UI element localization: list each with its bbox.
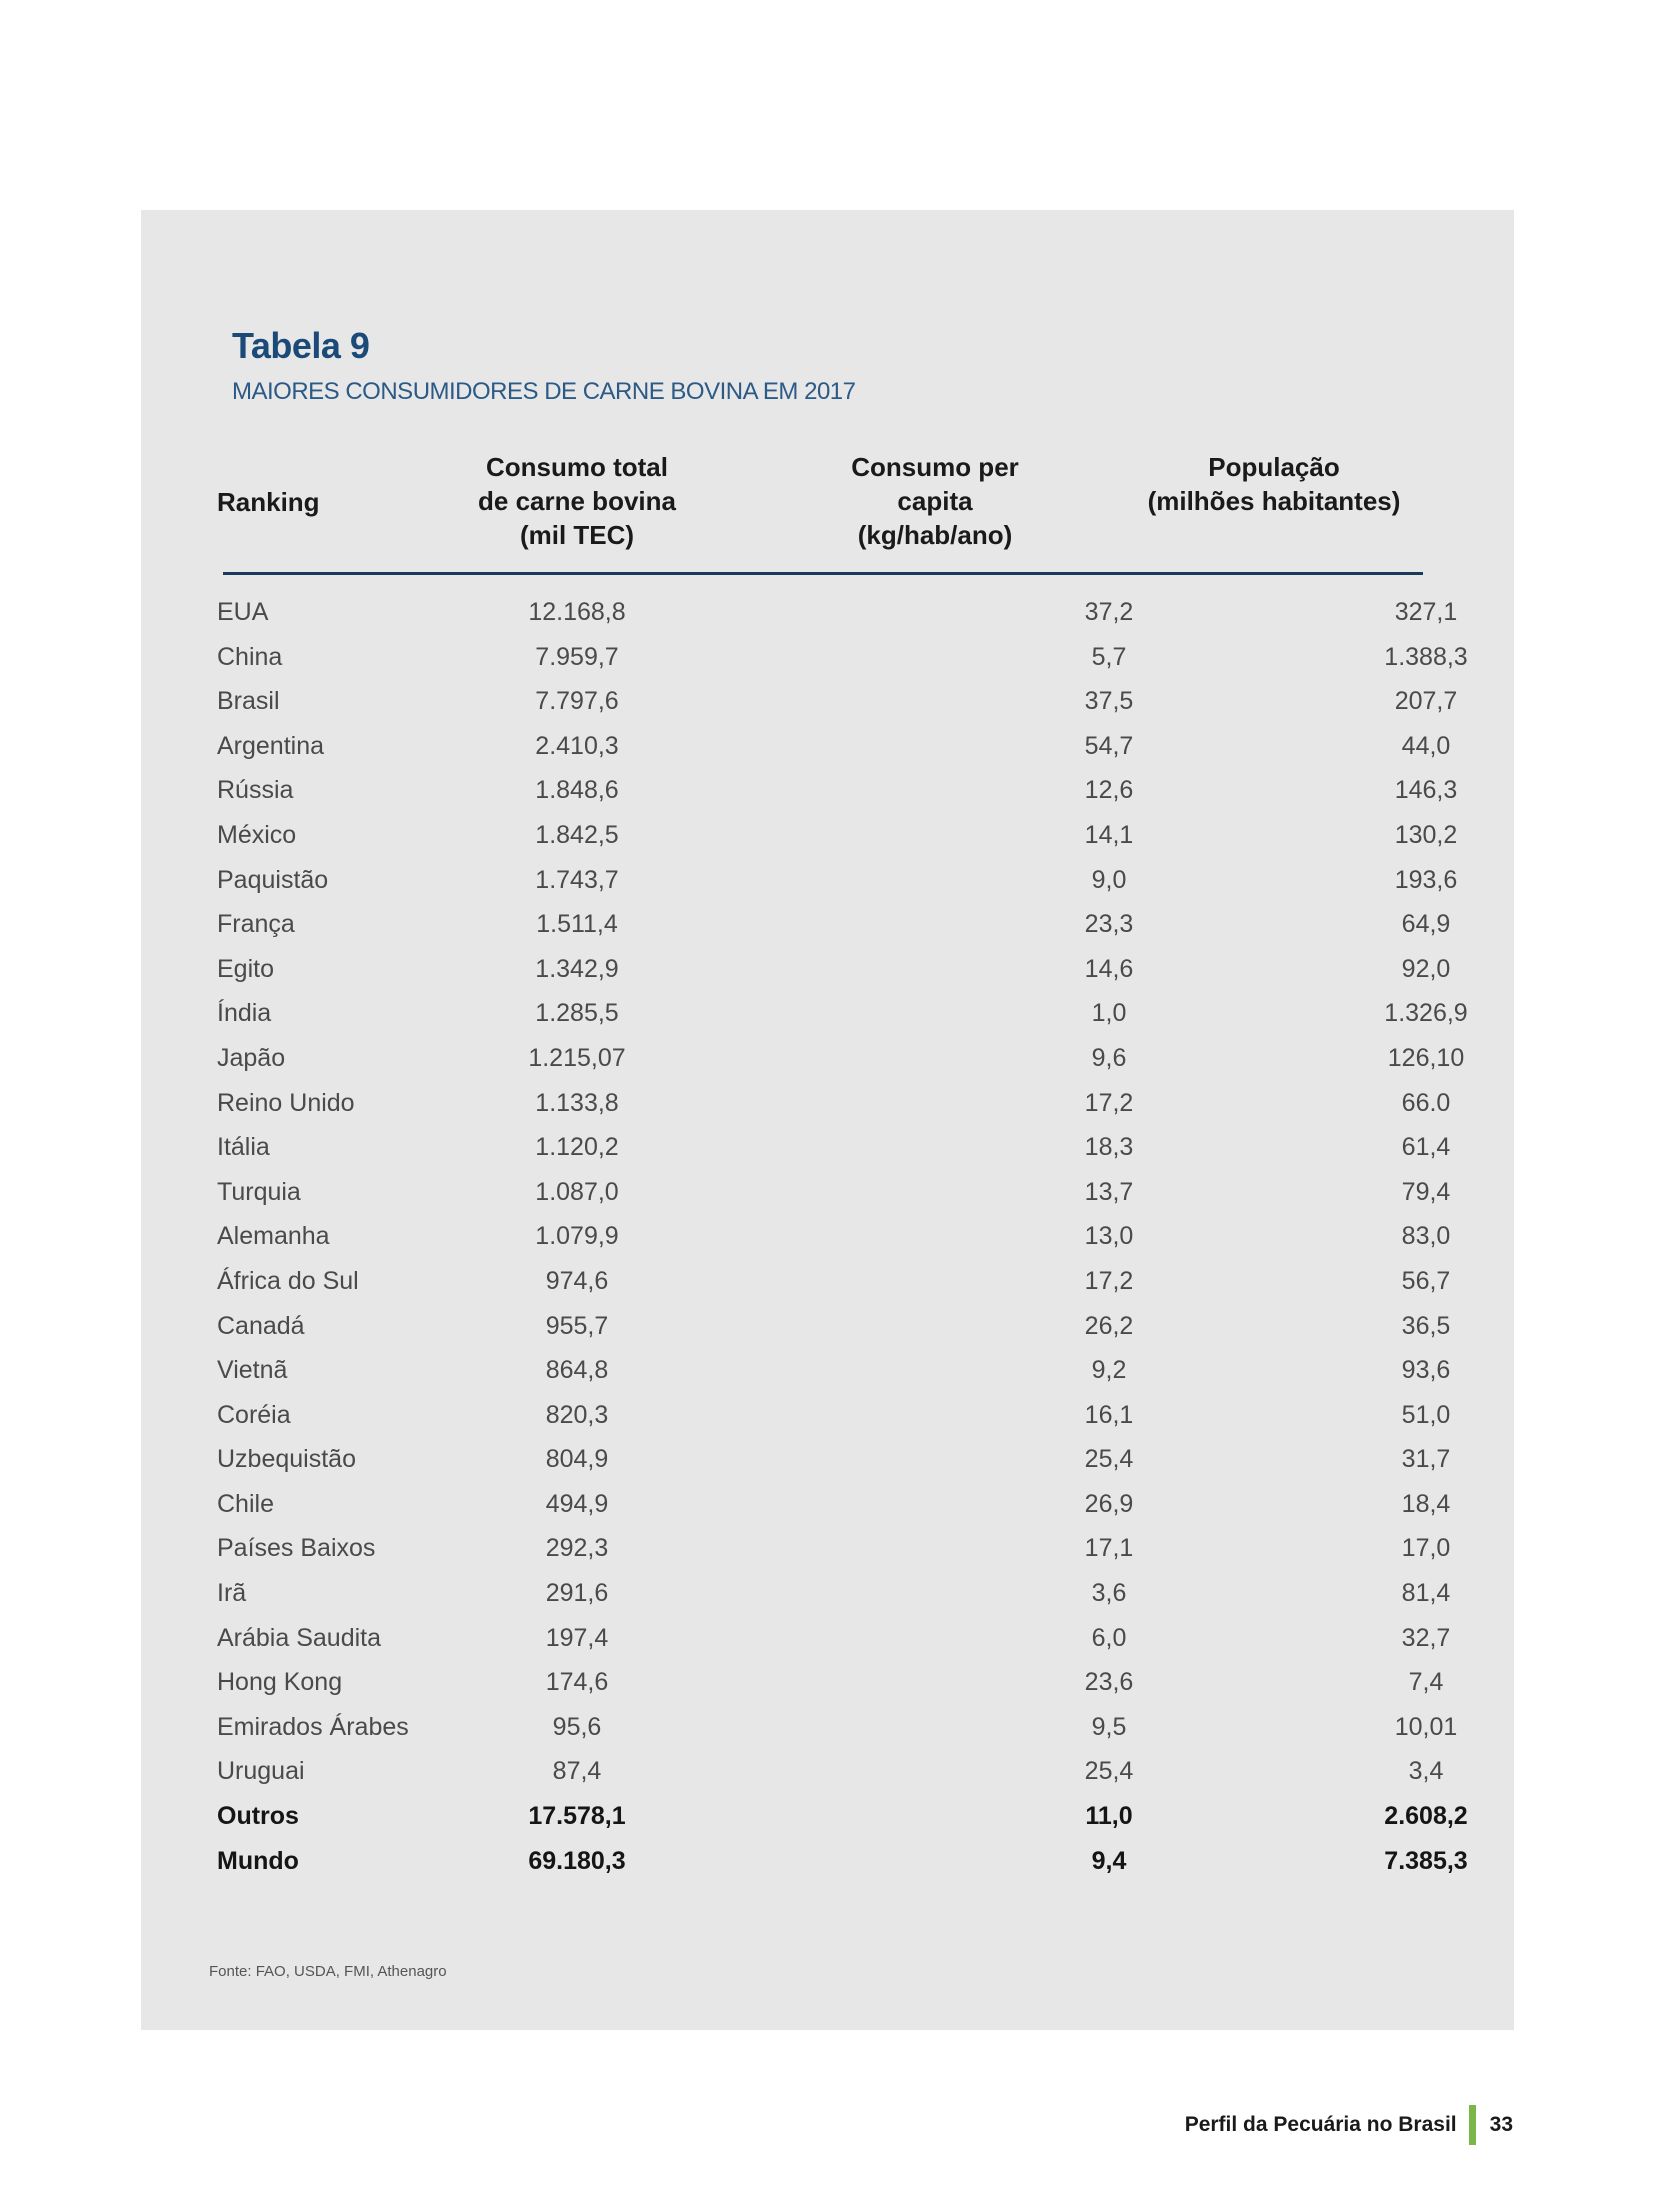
table-row [217,902,1467,947]
cell-per-capita: 54,7 [1084,731,1134,760]
table-row [217,1259,1467,1304]
cell-country: Japão [217,1043,286,1072]
cell-population: 7,4 [1408,1668,1444,1697]
cell-population: 18,4 [1401,1489,1451,1518]
header-population: População (milhões habitantes) [1147,452,1401,516]
cell-population: 126,10 [1387,1043,1465,1072]
cell-population: 146,3 [1394,776,1458,805]
cell-total-consumption: 174,6 [545,1668,609,1697]
cell-country: Egito [217,954,274,983]
cell-population: 66.0 [1401,1088,1451,1117]
cell-country: Turquia [217,1177,301,1206]
cell-country: Emirados Árabes [217,1712,409,1741]
cell-total-consumption: 955,7 [545,1311,609,1340]
cell-country: Mundo [217,1846,299,1875]
table-header [217,450,1417,570]
cell-per-capita: 18,3 [1084,1133,1134,1162]
cell-per-capita: 16,1 [1084,1400,1134,1429]
cell-country: Chile [217,1489,274,1518]
table-row [217,858,1467,903]
table-row [217,768,1467,813]
table-row [217,1393,1467,1438]
cell-per-capita: 17,1 [1084,1534,1134,1563]
cell-per-capita: 3,6 [1091,1579,1127,1608]
table-row [217,724,1467,769]
cell-population: 130,2 [1394,820,1458,849]
cell-total-consumption: 17.578,1 [528,1802,626,1831]
cell-country: Coréia [217,1400,291,1429]
table-panel [141,210,1514,2030]
cell-total-consumption: 864,8 [545,1356,609,1385]
table-row [217,1571,1467,1616]
cell-per-capita: 9,0 [1091,865,1127,894]
cell-total-consumption: 7.797,6 [535,687,619,716]
cell-per-capita: 9,6 [1091,1043,1127,1072]
page-number: 33 [1489,2113,1513,2136]
cell-per-capita: 37,2 [1084,598,1134,626]
cell-country: Itália [217,1133,270,1162]
cell-population: 79,4 [1401,1177,1451,1206]
cell-per-capita: 14,1 [1084,820,1134,849]
cell-population: 193,6 [1394,865,1458,894]
cell-total-consumption: 12.168,8 [528,598,626,626]
cell-total-consumption: 95,6 [552,1712,602,1741]
cell-country: Argentina [217,731,325,760]
cell-total-consumption: 1.511,4 [536,910,618,939]
cell-country: China [217,642,283,671]
cell-population: 17,0 [1401,1534,1451,1563]
cell-population: 207,7 [1394,687,1458,716]
cell-population: 83,0 [1401,1222,1451,1251]
cell-per-capita: 12,6 [1084,776,1134,805]
table-row [217,1125,1467,1170]
table-row [217,1348,1467,1393]
cell-total-consumption: 1.087,0 [535,1177,619,1206]
table-row [217,590,1467,635]
table-row [217,1526,1467,1571]
cell-country: Hong Kong [217,1668,343,1697]
cell-population: 56,7 [1401,1266,1451,1295]
cell-country: Arábia Saudita [217,1623,382,1652]
cell-per-capita: 9,4 [1091,1846,1127,1875]
cell-country: EUA [217,598,269,626]
table-row [217,1839,1467,1884]
table-row [217,991,1467,1036]
table-row [217,679,1467,724]
cell-population: 61,4 [1401,1133,1451,1162]
cell-country: Alemanha [217,1222,330,1251]
publication-title: Perfil da Pecuária no Brasil [1184,2113,1457,2136]
cell-total-consumption: 494,9 [545,1489,609,1518]
cell-total-consumption: 804,9 [545,1445,609,1474]
cell-total-consumption: 1.848,6 [535,776,619,805]
cell-per-capita: 9,2 [1091,1356,1127,1385]
cell-population: 81,4 [1401,1579,1451,1608]
table-row [217,813,1467,858]
cell-total-consumption: 1.133,8 [535,1088,619,1117]
cell-per-capita: 37,5 [1084,687,1134,716]
cell-total-consumption: 974,6 [545,1266,609,1295]
cell-total-consumption: 1.215,07 [528,1043,626,1072]
cell-total-consumption: 1.342,9 [535,954,619,983]
footer-accent-bar [1469,2105,1476,2145]
cell-population: 32,7 [1401,1623,1451,1652]
table-row [217,947,1467,992]
cell-per-capita: 13,7 [1084,1177,1134,1206]
cell-total-consumption: 87,4 [552,1757,602,1786]
table-row [217,1705,1467,1750]
header-total-consumption: Consumo total de carne bovina (mil TEC) [478,452,676,550]
table-row [217,1036,1467,1081]
cell-country: Vietnã [217,1356,288,1385]
cell-per-capita: 23,3 [1084,910,1134,939]
cell-population: 64,9 [1401,910,1451,939]
cell-population: 2.608,2 [1384,1802,1468,1831]
cell-total-consumption: 1.079,9 [535,1222,619,1251]
cell-country: México [217,820,297,849]
table-row [217,635,1467,680]
cell-per-capita: 23,6 [1084,1668,1134,1697]
table-subtitle: MAIORES CONSUMIDORES DE CARNE BOVINA EM 2017 [232,378,856,405]
cell-population: 7.385,3 [1384,1846,1468,1875]
cell-per-capita: 25,4 [1084,1445,1134,1474]
table-row [217,1482,1467,1527]
cell-per-capita: 25,4 [1084,1757,1134,1786]
cell-total-consumption: 69.180,3 [528,1846,626,1875]
cell-per-capita: 26,2 [1084,1311,1134,1340]
cell-country: África do Sul [217,1266,359,1295]
cell-per-capita: 17,2 [1084,1088,1134,1117]
cell-per-capita: 14,6 [1084,954,1134,983]
cell-country: França [217,910,295,939]
table-row [217,1749,1467,1794]
page-footer [1185,2105,1513,2145]
table-row [217,1170,1467,1215]
cell-per-capita: 5,7 [1091,642,1127,671]
table-row [217,1437,1467,1482]
cell-total-consumption: 1.285,5 [535,999,619,1028]
cell-per-capita: 26,9 [1084,1489,1134,1518]
cell-population: 3,4 [1408,1757,1444,1786]
cell-country: Canadá [217,1311,305,1340]
cell-population: 31,7 [1401,1445,1451,1474]
cell-total-consumption: 1.743,7 [535,865,619,894]
cell-country: Outros [217,1802,299,1831]
cell-total-consumption: 1.842,5 [535,820,619,849]
cell-per-capita: 1,0 [1091,999,1127,1028]
cell-per-capita: 13,0 [1084,1222,1134,1251]
cell-country: Irã [217,1579,247,1608]
cell-population: 44,0 [1401,731,1451,760]
cell-country: Rússia [217,776,294,805]
table-title: Tabela 9 [232,325,370,366]
cell-population: 93,6 [1401,1356,1451,1385]
table-row [217,1081,1467,1126]
header-divider [223,572,1423,575]
cell-total-consumption: 292,3 [545,1534,609,1563]
cell-population: 1.388,3 [1384,642,1468,671]
cell-per-capita: 9,5 [1091,1712,1127,1741]
cell-population: 1.326,9 [1384,999,1468,1028]
table-row [217,1304,1467,1349]
cell-country: Uruguai [217,1757,305,1786]
table-row [217,1794,1467,1839]
cell-total-consumption: 7.959,7 [535,642,619,671]
cell-country: Reino Unido [217,1088,355,1117]
cell-country: Paquistão [217,865,329,894]
cell-total-consumption: 2.410,3 [535,731,619,760]
cell-per-capita: 17,2 [1084,1266,1134,1295]
cell-per-capita: 11,0 [1085,1802,1133,1831]
cell-total-consumption: 820,3 [545,1400,609,1429]
cell-country: Países Baixos [217,1534,376,1563]
cell-population: 51,0 [1401,1400,1451,1429]
header-ranking: Ranking [217,487,320,517]
cell-total-consumption: 1.120,2 [535,1133,619,1162]
cell-total-consumption: 197,4 [545,1623,609,1652]
cell-country: Brasil [217,687,280,716]
table-row [217,1616,1467,1661]
table-row [217,1214,1467,1259]
cell-country: Índia [217,999,272,1028]
table-row [217,1660,1467,1705]
cell-population: 10,01 [1394,1712,1458,1741]
cell-total-consumption: 291,6 [545,1579,609,1608]
cell-per-capita: 6,0 [1091,1623,1127,1652]
table-source: Fonte: FAO, USDA, FMI, Athenagro [209,1963,447,1980]
cell-country: Uzbequistão [217,1445,356,1474]
cell-population: 327,1 [1394,598,1458,626]
cell-population: 36,5 [1401,1311,1451,1340]
cell-population: 92,0 [1401,954,1451,983]
table-body [217,590,1467,1883]
header-per-capita: Consumo per capita (kg/hab/ano) [851,452,1019,550]
